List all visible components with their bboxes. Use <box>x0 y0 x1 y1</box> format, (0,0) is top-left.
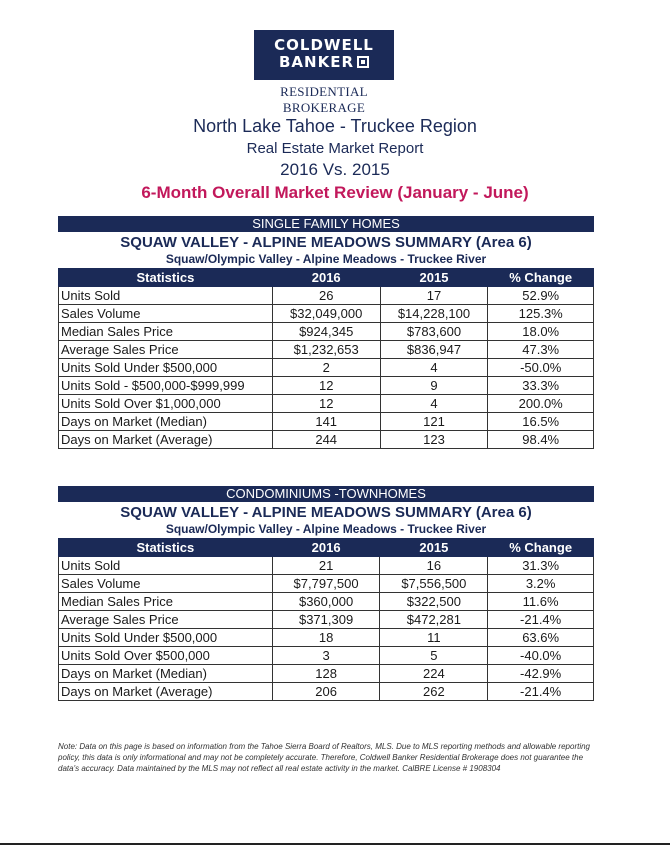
stat-value: $924,345 <box>272 323 380 341</box>
stat-value: 121 <box>380 413 488 431</box>
table-row <box>59 305 594 323</box>
stat-value: $371,309 <box>272 611 380 629</box>
stat-value: -50.0% <box>488 359 594 377</box>
stat-label: Days on Market (Median) <box>59 413 273 431</box>
stat-value: 16.5% <box>488 413 594 431</box>
stat-value: 206 <box>272 683 380 701</box>
table-row <box>59 395 594 413</box>
stat-value: 63.6% <box>488 629 594 647</box>
stat-value: 33.3% <box>488 377 594 395</box>
table-row <box>59 359 594 377</box>
section-band: SINGLE FAMILY HOMES <box>58 216 594 232</box>
stat-value: 11 <box>380 629 488 647</box>
section-title: SQUAW VALLEY - ALPINE MEADOWS SUMMARY (Area 6) <box>120 234 532 251</box>
table-row <box>59 323 594 341</box>
stat-value: 9 <box>380 377 488 395</box>
stat-label: Days on Market (Average) <box>59 683 273 701</box>
stat-value: 3.2% <box>488 575 594 593</box>
report-review-period: 6-Month Overall Market Review (January - June) <box>141 183 529 202</box>
table-row <box>59 341 594 359</box>
stat-label: Average Sales Price <box>59 341 273 359</box>
stat-value: 21 <box>272 557 380 575</box>
table-row <box>59 377 594 395</box>
stat-label: Units Sold Over $500,000 <box>59 647 273 665</box>
table-header-row <box>59 269 594 287</box>
coldwell-banker-logo <box>254 30 394 80</box>
table-row <box>59 647 594 665</box>
stat-label: Sales Volume <box>59 305 273 323</box>
stat-label: Units Sold Under $500,000 <box>59 359 273 377</box>
stat-value: 123 <box>380 431 488 449</box>
table-row <box>59 431 594 449</box>
stat-value: 262 <box>380 683 488 701</box>
stat-value: $836,947 <box>380 341 488 359</box>
report-title: North Lake Tahoe - Truckee Region <box>193 116 477 136</box>
table-row <box>59 629 594 647</box>
column-header: Statistics <box>59 539 273 557</box>
stat-value: 200.0% <box>488 395 594 413</box>
stat-value: 5 <box>380 647 488 665</box>
stat-value: 125.3% <box>488 305 594 323</box>
stat-value: $783,600 <box>380 323 488 341</box>
stat-value: 4 <box>380 395 488 413</box>
stat-value: 52.9% <box>488 287 594 305</box>
stat-label: Sales Volume <box>59 575 273 593</box>
stat-value: $360,000 <box>272 593 380 611</box>
stat-value: 12 <box>272 395 380 413</box>
column-header: % Change <box>488 269 594 287</box>
stat-label: Days on Market (Median) <box>59 665 273 683</box>
stat-value: 4 <box>380 359 488 377</box>
table-row <box>59 287 594 305</box>
stat-label: Units Sold <box>59 287 273 305</box>
stat-value: 98.4% <box>488 431 594 449</box>
logo-tagline: RESIDENTIAL BROKERAGE <box>280 84 368 115</box>
table-row <box>59 683 594 701</box>
section-subtitle: Squaw/Olympic Valley - Alpine Meadows - Truckee River <box>165 522 487 536</box>
stat-value: $14,228,100 <box>380 305 488 323</box>
stat-label: Average Sales Price <box>59 611 273 629</box>
section-subtitle: Squaw/Olympic Valley - Alpine Meadows - Truckee River <box>165 252 487 266</box>
stat-label: Median Sales Price <box>59 593 273 611</box>
logo-mark-icon <box>357 56 369 68</box>
stat-value: $7,797,500 <box>272 575 380 593</box>
stats-table <box>58 268 594 449</box>
column-header: 2016 <box>272 269 380 287</box>
stat-value: 244 <box>272 431 380 449</box>
stat-value: 11.6% <box>488 593 594 611</box>
stats-table <box>58 538 594 701</box>
column-header: 2015 <box>380 539 488 557</box>
report-comparison: 2016 Vs. 2015 <box>280 160 390 179</box>
stat-value: 12 <box>272 377 380 395</box>
stat-label: Units Sold Over $1,000,000 <box>59 395 273 413</box>
logo-line-2: BANKER <box>278 53 355 71</box>
stat-value: 141 <box>272 413 380 431</box>
section-title: SQUAW VALLEY - ALPINE MEADOWS SUMMARY (Area 6) <box>120 504 532 521</box>
stat-value: 47.3% <box>488 341 594 359</box>
stat-value: -42.9% <box>488 665 594 683</box>
stat-label: Units Sold - $500,000-$999,999 <box>59 377 273 395</box>
report-subtitle: Real Estate Market Report <box>246 140 424 157</box>
table-header-row <box>59 539 594 557</box>
stat-value: $472,281 <box>380 611 488 629</box>
stat-label: Days on Market (Average) <box>59 431 273 449</box>
table-row <box>59 665 594 683</box>
single-family-section <box>58 216 594 449</box>
stat-value: 26 <box>272 287 380 305</box>
condo-townhome-section <box>58 486 594 701</box>
stat-value: 3 <box>272 647 380 665</box>
stat-value: $1,232,653 <box>272 341 380 359</box>
stat-value: -40.0% <box>488 647 594 665</box>
stat-label: Median Sales Price <box>59 323 273 341</box>
stat-value: 18.0% <box>488 323 594 341</box>
logo-line-1: COLDWELL <box>274 36 374 54</box>
stat-value: $7,556,500 <box>380 575 488 593</box>
stat-value: 31.3% <box>488 557 594 575</box>
column-header: % Change <box>488 539 594 557</box>
table-row <box>59 557 594 575</box>
stat-value: $322,500 <box>380 593 488 611</box>
stat-value: 18 <box>272 629 380 647</box>
section-band: CONDOMINIUMS -TOWNHOMES <box>58 486 594 502</box>
disclaimer-note: Note: Data on this page is based on information from the Tahoe Sierra Board of Realtors, MLS. Due to MLS reporting methods and allowable reporting policy, this data is only informational and may not be completely accurate. Therefore, Coldwell Banker Residential Brokerage does not guarantee the data's accuracy. Data maintained by the MLS may not reflect all real estate activity in the market. CalBRE License # 1908304 <box>58 742 590 773</box>
stat-value: $32,049,000 <box>272 305 380 323</box>
table-row <box>59 593 594 611</box>
column-header: 2015 <box>380 269 488 287</box>
column-header: Statistics <box>59 269 273 287</box>
table-row <box>59 611 594 629</box>
stat-label: Units Sold Under $500,000 <box>59 629 273 647</box>
stat-value: 17 <box>380 287 488 305</box>
stat-value: 2 <box>272 359 380 377</box>
stat-value: -21.4% <box>488 683 594 701</box>
table-row <box>59 413 594 431</box>
stat-value: -21.4% <box>488 611 594 629</box>
column-header: 2016 <box>272 539 380 557</box>
stat-value: 128 <box>272 665 380 683</box>
stat-value: 16 <box>380 557 488 575</box>
table-row <box>59 575 594 593</box>
stat-value: 224 <box>380 665 488 683</box>
stat-label: Units Sold <box>59 557 273 575</box>
